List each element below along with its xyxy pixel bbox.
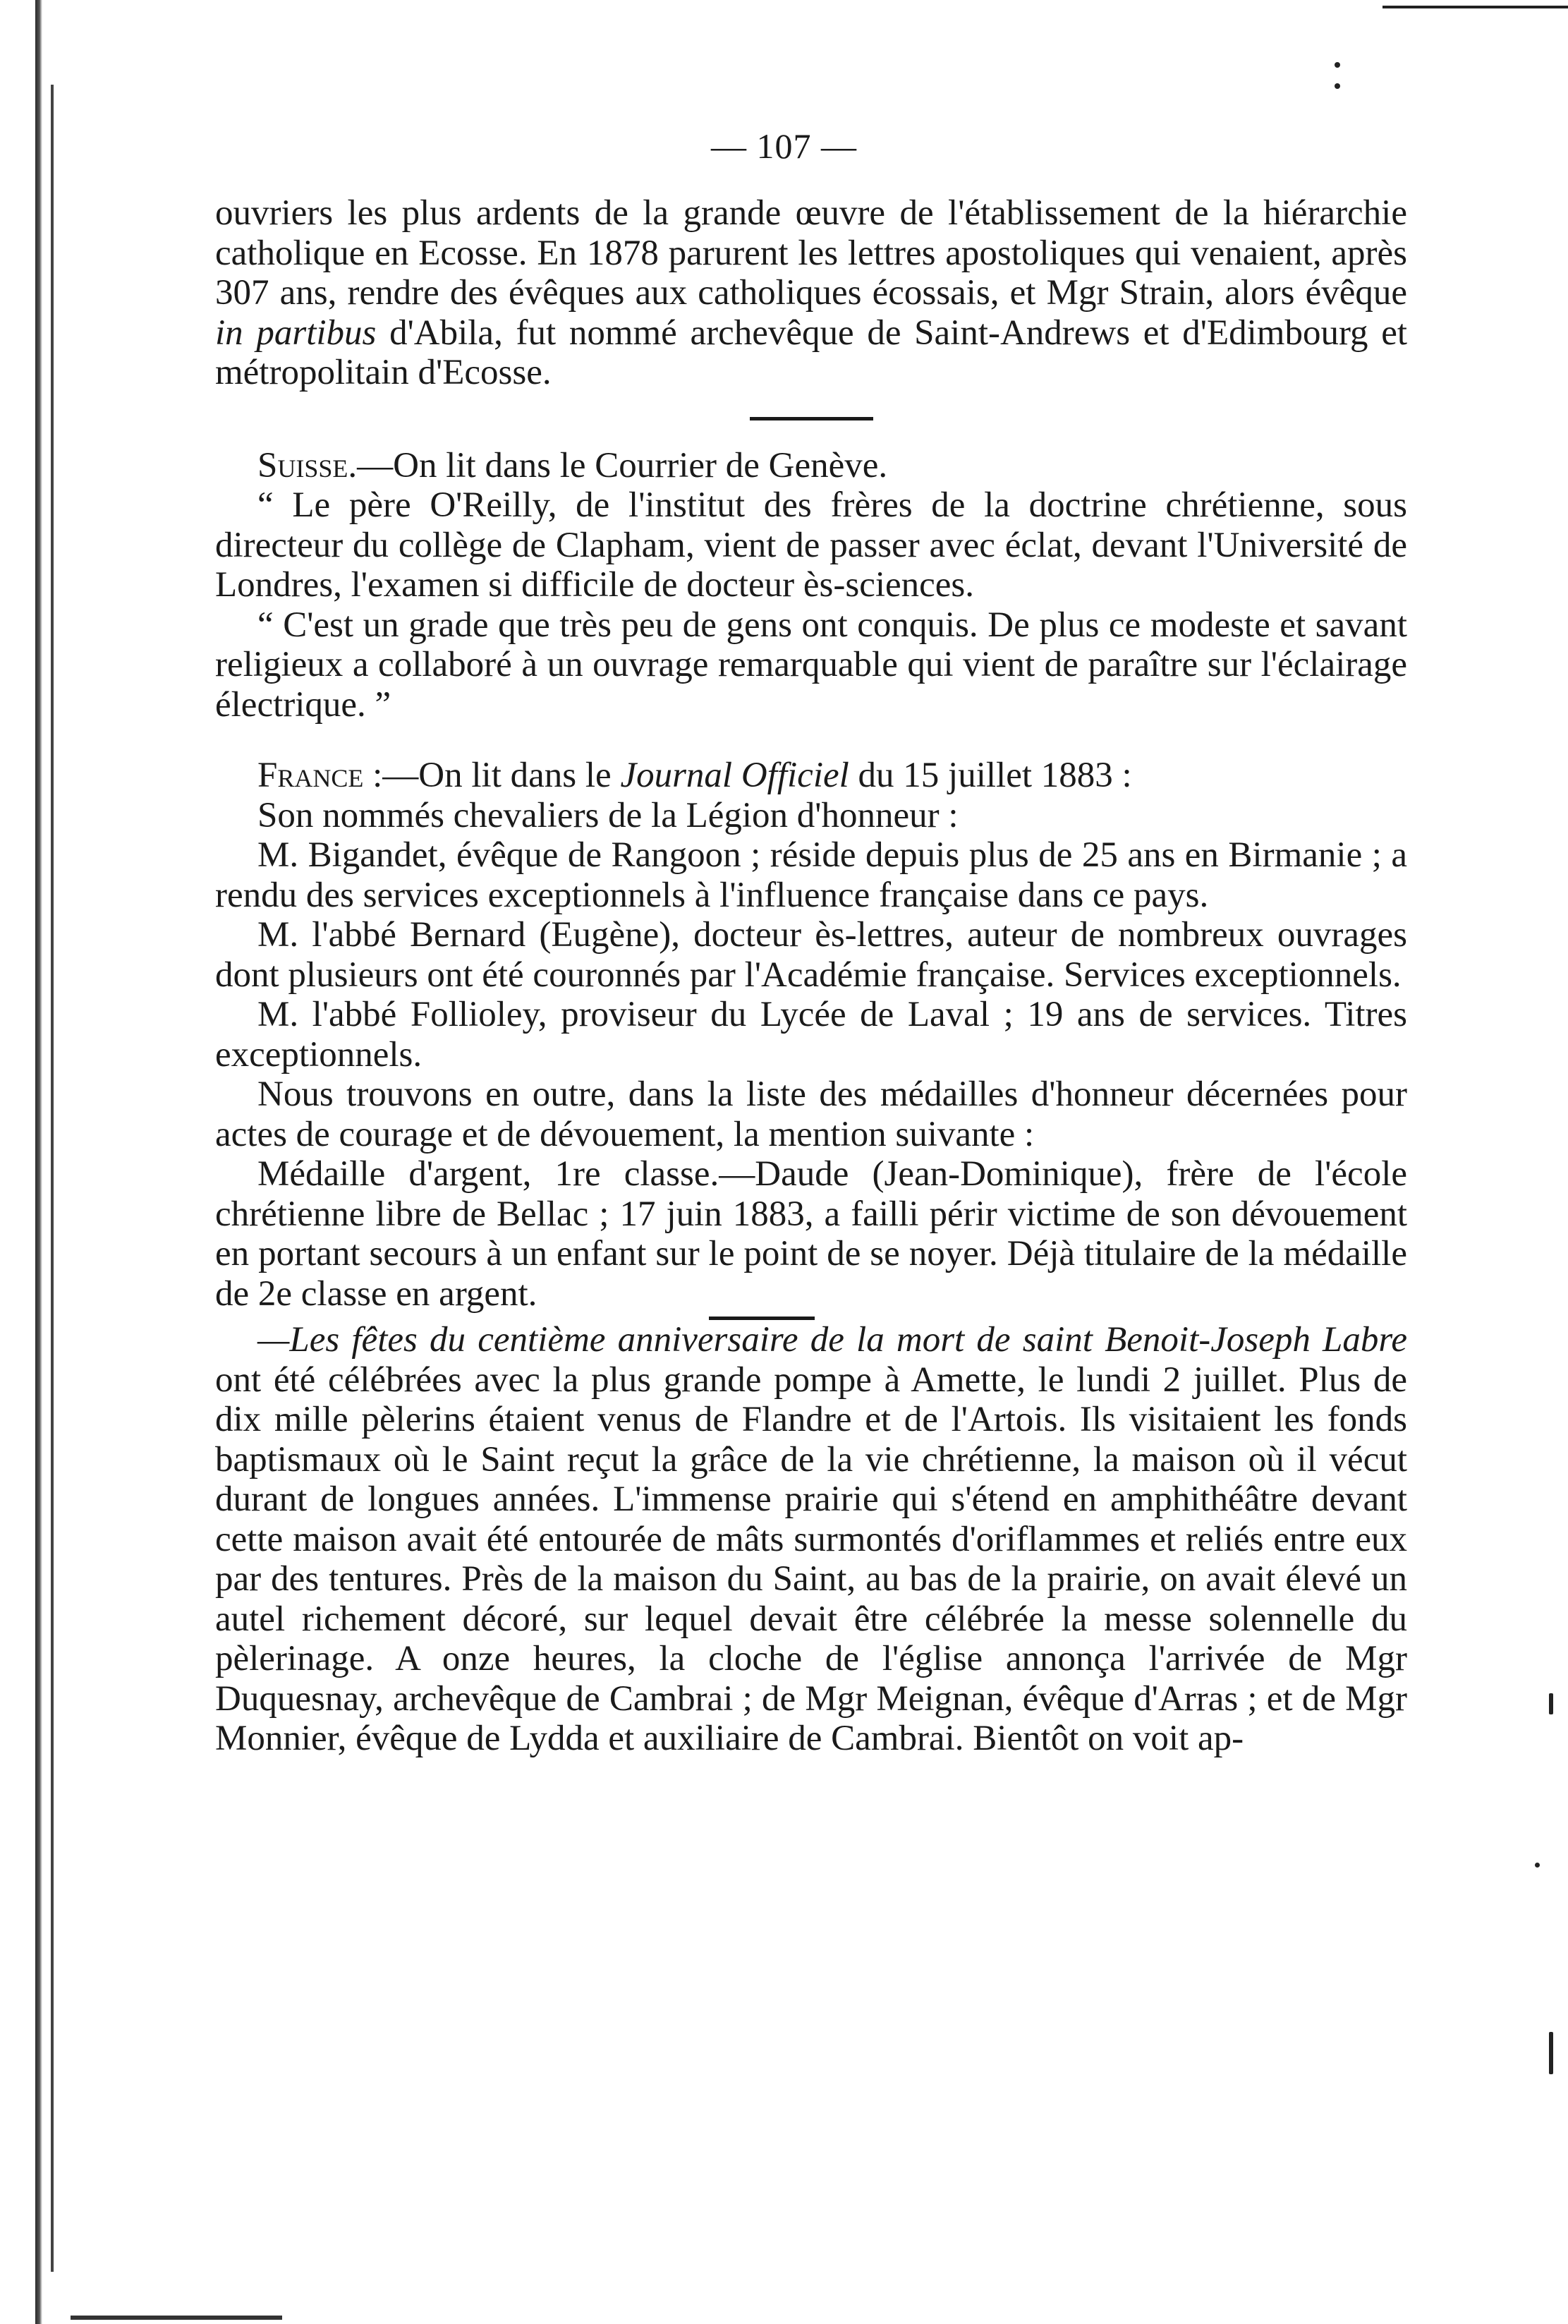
paragraph-labre: —Les fêtes du centième anniversaire de la mort de saint Benoit-Joseph Labre ont été célébrées avec la plus grande pompe à Amette, le lundi 2 juillet. Plus de dix mille pèlerins étaient venus de Flandre et de l'Artois. Ils visitaient les fonds baptismaux où le Saint reçut la grâce de la vie chrétienne, la maison où il vécut durant de longues années. L'immense prairie qui s'étend en amphithéâtre devant cette maison avait été entourée de mâts surmontés d'oriflammes et reliés entre eux par des tentures. Près de la maison du Saint, au bas de la prairie, on avait élevé un autel richement décoré, sur lequel devait être célébrée la messe solennelle du pèlerinage. A onze heures, la cloche de l'église annonça l'arrivée de Mgr Duquesnay, archevêque de Cambrai ; de Mgr Meignan, évêque d'Arras ; et de Mgr Monnier, évêque de Lydda et auxiliaire de Cambrai. Bientôt on voit ap- [215,1320,1407,1758]
paragraph-france-5: Nous trouvons en outre, dans la liste des médailles d'honneur décernées pour actes de courage et de dévouement, la mention suivante : [215,1075,1407,1154]
paragraph-france-1: Son nommés chevaliers de la Légion d'honneur : [257,795,959,835]
paragraph-ecosse: ouvriers les plus ardents de la grande œuvre de l'établissement de la hiérarchie catholique en Ecosse. En 1878 parurent les lettres apostoliques qui venaient, après 307 ans, rendre des évêques aux catholiques écossais, et Mgr Strain, alors évêque in partibus d'Abila, fut nommé archevêque de Saint-Andrews et d'Edimbourg et métropolitain d'Ecosse. [215,193,1407,392]
paragraph-france-2: M. Bigandet, évêque de Rangoon ; réside depuis plus de 25 ans en Birmanie ; a rendu des services exceptionnels à l'influence française dans ce pays. [215,835,1407,915]
paragraph-suisse-quote-1: “ Le père O'Reilly, de l'institut des frères de la doctrine chrétienne, sous directeur du collège de Clapham, vient de passer avec éclat, devant l'Université de Londres, l'examen si difficile de docteur ès-sciences. [215,485,1407,605]
paragraph-france-6: Médaille d'argent, 1re classe.—Daude (Jean-Dominique), frère de l'école chrétienne libre de Bellac ; 17 juin 1883, a failli périr victime de son dévouement en portant secours à un enfant sur le point de se noyer. Déjà titulaire de la médaille de 2e classe en argent. [215,1154,1407,1314]
paragraph-suisse-quote-2: “ C'est un grade que très peu de gens ont conquis. De plus ce modeste et savant religieux a collaboré à un ouvrage remarquable qui vient de paraître sur l'éclairage électrique. ” [215,605,1407,725]
section-label-suisse: Suisse. [257,445,358,485]
bottom-edge-mark [71,2316,282,2320]
section-gap [215,725,1407,756]
paragraph-france-4: M. l'abbé Follioley, proviseur du Lycée de Laval ; 19 ans de services. Titres exceptionnels. [215,995,1407,1075]
section-label-france: France [257,756,364,795]
binding-edge-shadow [35,0,42,2324]
body-text [215,193,1407,1759]
paragraph-france-heading: France :—On lit dans le Journal Officiel du 15 juillet 1883 : [257,756,1132,795]
binding-edge-line [51,85,54,2272]
scan-speck [1335,83,1340,89]
page-number: — 107 — [711,126,857,166]
paragraph-france-3: M. l'abbé Bernard (Eugène), docteur ès-lettres, auteur de nombreux ouvrages dont plusieurs ont été couronnés par l'Académie française. Services exceptionnels. [215,915,1407,995]
scan-speck [1549,1693,1553,1714]
top-edge-mark [1382,6,1568,8]
scan-speck [1549,2032,1553,2074]
paragraph-suisse-heading: Suisse.—On lit dans le Courrier de Genève. [257,445,888,485]
section-divider [750,417,873,420]
scan-speck [1535,1863,1540,1868]
scan-speck [1335,62,1340,68]
